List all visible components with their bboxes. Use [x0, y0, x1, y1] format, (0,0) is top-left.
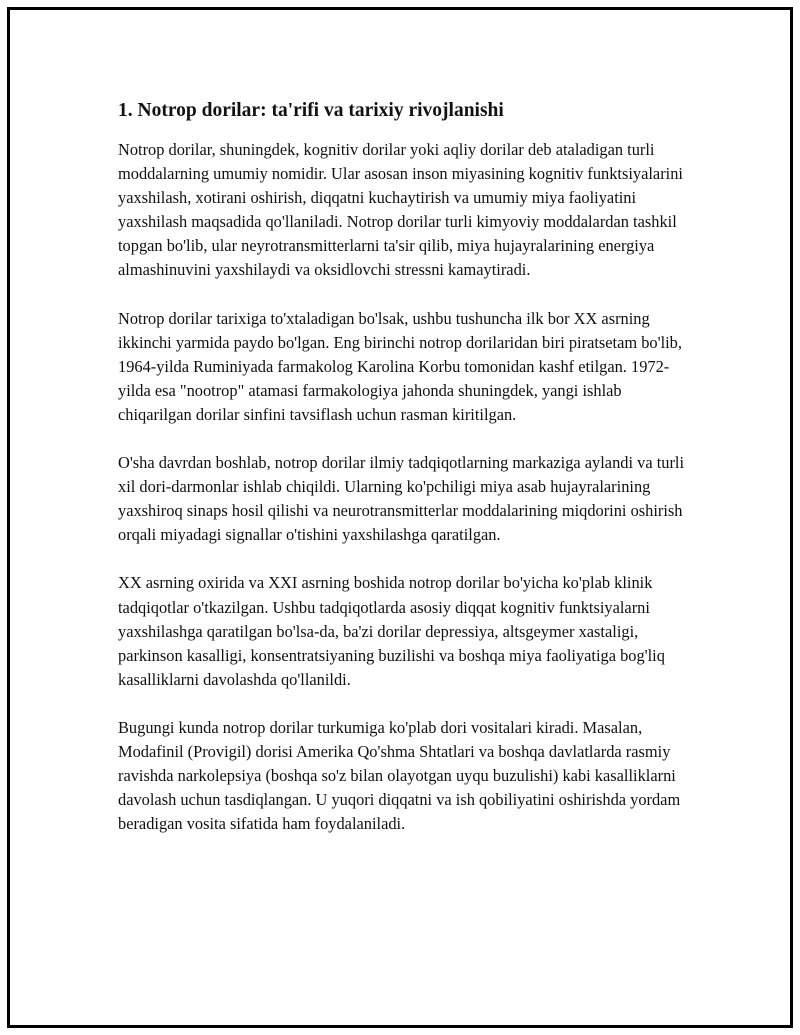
document-body — [118, 98, 698, 860]
paragraph-1: Notrop dorilar, shuningdek, kognitiv dorilar yoki aqliy dorilar deb ataladigan turli moddalarning umumiy nomidir. Ular asosan inson miyasining kognitiv funktsiyalarini yaxshilash, xotirani oshirish, diqqatni kuchaytirish va umumiy miya faoliyatini yaxshilash maqsadida qo'llaniladi. Notrop dorilar turli kimyoviy moddalardan tashkil topgan bo'lib, ular neyrotransmitterlarni ta'sir qilib, miya hujayralarining energiya almashinuvini yaxshilaydi va oksidlovchi stressni kamaytiradi. — [118, 140, 683, 280]
paragraph-3: O'sha davrdan boshlab, notrop dorilar ilmiy tadqiqotlarning markaziga aylandi va turli xil dori-darmonlar ishlab chiqildi. Ularning ko'pchiligi miya asab hujayralarining yaxshiroq sinaps hosil qilishi va neurotransmitterlar moddalarining miqdorini oshirish orqali miyadagi signallar o'tishini yaxshilashga qaratilgan. — [118, 453, 685, 545]
paragraph-2: Notrop dorilar tarixiga to'xtaladigan bo'lsak, ushbu tushuncha ilk bor XX asrning ikkinchi yarmida paydo bo'lgan. Eng birinchi notrop dorilaridan biri piratsetam bo'lib, 1964-yilda Ruminiyada farmakolog Karolina Korbu tomonidan kashf etilgan. 1972-yilda esa "nootrop" atamasi farmakologiya jahonda shuningdek, yangi ishlab chiqarilgan dorilar sinfini tavsiflash uchun rasman kiritilgan. — [118, 308, 682, 424]
page-frame — [7, 7, 793, 1028]
section-heading: 1. Notrop dorilar: ta'rifi va tarixiy rivojlanishi — [118, 100, 504, 121]
paragraph-4: XX asrning oxirida va XXI asrning boshida notrop dorilar bo'yicha ko'plab klinik tadqiqotlar o'tkazilgan. Ushbu tadqiqotlarda asosiy diqqat kognitiv funktsiyalarni yaxshilashga qaratilgan bo'lsa-da, ba'zi dorilar depressiya, altsgeymer xastaligi, parkinson kasalligi, konsentratsiyaning buzilishi va boshqa miya faoliyatiga bog'liq kasalliklarni davolashda qo'llanildi. — [118, 573, 665, 689]
paragraph-5: Bugungi kunda notrop dorilar turkumiga ko'plab dori vositalari kiradi. Masalan, Modafinil (Provigil) dorisi Amerika Qo'shma Shtatlari va boshqa davlatlarda rasmiy ravishda narkolepsiya (boshqa so'z bilan olayotgan uyqu buzulishi) kabi kasalliklarni davolash uchun tasdiqlangan. U yuqori diqqatni va ish qobiliyatini oshirishda yordam beradigan vosita sifatida ham foydalaniladi. — [118, 717, 681, 834]
